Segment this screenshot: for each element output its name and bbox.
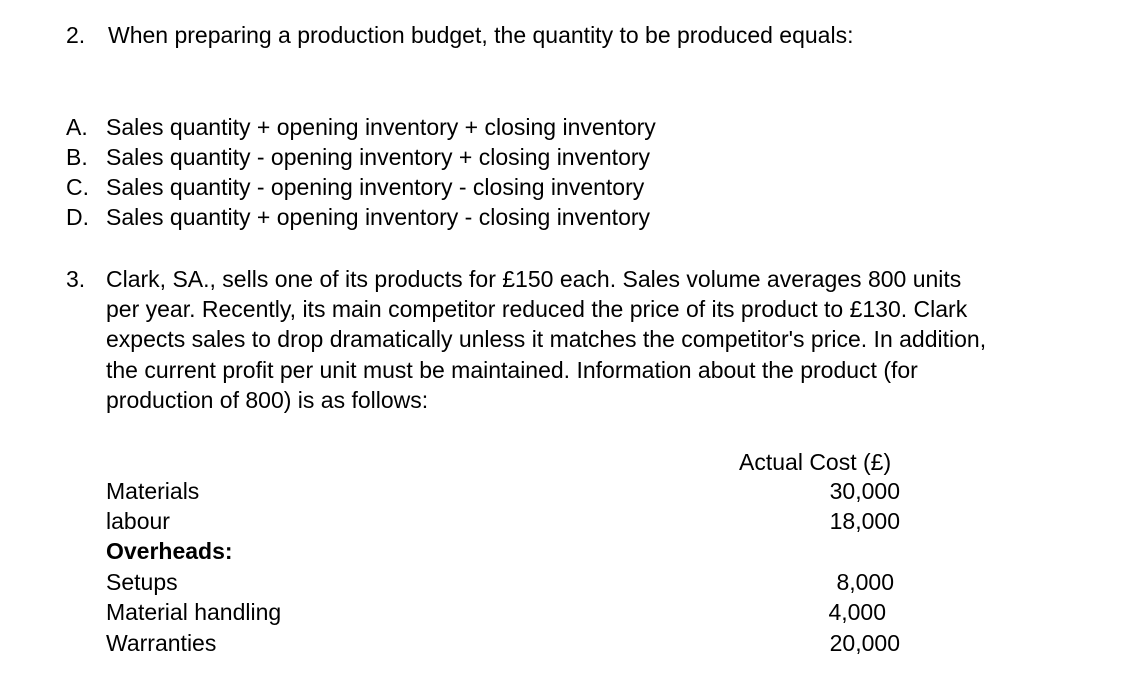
option-d-letter: D. (66, 204, 89, 230)
table-row-value-setups: 8,000 (836, 569, 894, 595)
option-c-letter: C. (66, 174, 89, 200)
q3-line-1: Clark, SA., sells one of its products for £150 each. Sales volume averages 800 units (106, 266, 962, 292)
option-b-letter: B. (66, 144, 88, 170)
q3-line-2: per year. Recently, its main competitor reduced the price of its product to £130. Clark (106, 296, 968, 322)
option-a-text: Sales quantity + opening inventory + closing inventory (106, 114, 656, 140)
table-row-label-warranties: Warranties (106, 630, 217, 656)
option-d-text: Sales quantity + opening inventory - closing inventory (106, 204, 651, 230)
q3-line-4: the current profit per unit must be maintained. Information about the product (for (106, 357, 918, 383)
cost-table-header: Actual Cost (£) (739, 449, 892, 475)
table-row-value-material-handling: 4,000 (828, 599, 886, 625)
q2-question: When preparing a production budget, the quantity to be produced equals: (108, 22, 854, 48)
option-b-text: Sales quantity - opening inventory + closing inventory (106, 144, 651, 170)
q3-line-3: expects sales to drop dramatically unless it matches the competitor's price. In addition, (106, 326, 987, 352)
table-row-label-labour: labour (106, 508, 170, 534)
table-row-label-materials: Materials (106, 478, 200, 504)
table-row-value-warranties: 20,000 (829, 630, 900, 656)
table-row-value-materials: 30,000 (829, 478, 900, 504)
q3-line-5: production of 800) is as follows: (106, 387, 429, 413)
option-c-text: Sales quantity - opening inventory - closing inventory (106, 174, 645, 200)
table-row-label-material-handling: Material handling (106, 599, 282, 625)
table-row-value-labour: 18,000 (829, 508, 900, 534)
q3-number: 3. (66, 266, 86, 292)
table-row-label-setups: Setups (106, 569, 178, 595)
q2-number: 2. (66, 22, 86, 48)
option-a-letter: A. (66, 114, 88, 140)
table-row-label-overheads: Overheads: (106, 538, 233, 564)
